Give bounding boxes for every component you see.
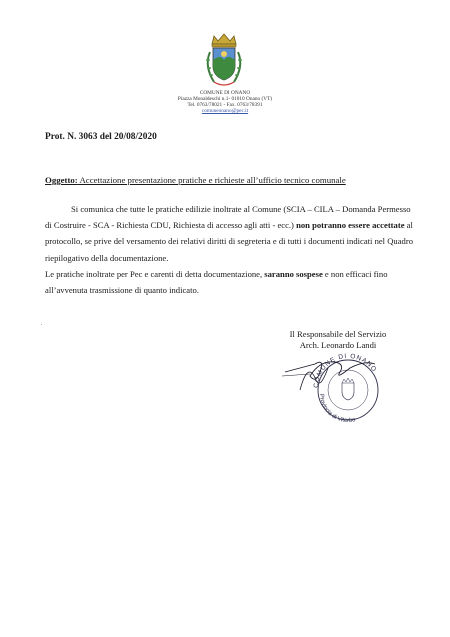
municipality-phone: Tel. 0763/78021 - Fax. 0763/78391 — [187, 102, 263, 108]
signature-name: Arch. Leonardo Landi — [299, 340, 377, 350]
signature-role: Il Responsabile del Servizio — [289, 329, 387, 339]
stamp-top-text: COMUNE DI ONANO — [312, 352, 378, 389]
body-text: Le pratiche inoltrate per Pec e carenti di detta documentazione, — [45, 268, 265, 279]
body-text: e non efficaci fino all’avvenuta trasmissione di quanto indicato. — [45, 268, 388, 296]
body-paragraph-2 — [45, 266, 415, 298]
body-text: al protocollo, se prive del versamento dei relativi diritti di segreteria e di tutti i documenti indicati nel Quadro riepilogativo della documentazione. — [45, 220, 413, 263]
subject-text: Accettazione presentazione pratiche e richieste all’ufficio tecnico comunale — [77, 175, 346, 185]
scan-speck — [41, 324, 42, 325]
body-emphasis: saranno sospese — [264, 268, 323, 279]
coat-of-arms-logo — [200, 30, 248, 90]
subject-line — [45, 175, 346, 185]
municipality-address: Piazza Monaldeschi n.1- 01010 Onano (VT) — [177, 96, 273, 102]
letter-body — [45, 201, 415, 298]
protocol-number: Prot. N. 3063 del 20/08/2020 — [45, 132, 157, 142]
municipality-name: COMUNE DI ONANO — [199, 90, 251, 96]
body-text: Si comunica che tutte le pratiche edilizie inoltrate al Comune (SCIA – CILA – Domanda Permesso di Costruire - SCA - Richiesta CDU, Richiesta di accesso agli atti - ecc.) — [45, 204, 411, 231]
stamp-bottom-text: Provincia di Viterbo — [317, 393, 357, 425]
official-stamp-and-signature — [280, 350, 400, 430]
subject-label: Oggetto: — [45, 175, 78, 185]
municipality-email-link[interactable]: comuneonano@pec.it — [201, 108, 249, 114]
body-paragraph-1 — [45, 201, 415, 266]
body-emphasis: non potranno essere accettate — [296, 220, 405, 231]
